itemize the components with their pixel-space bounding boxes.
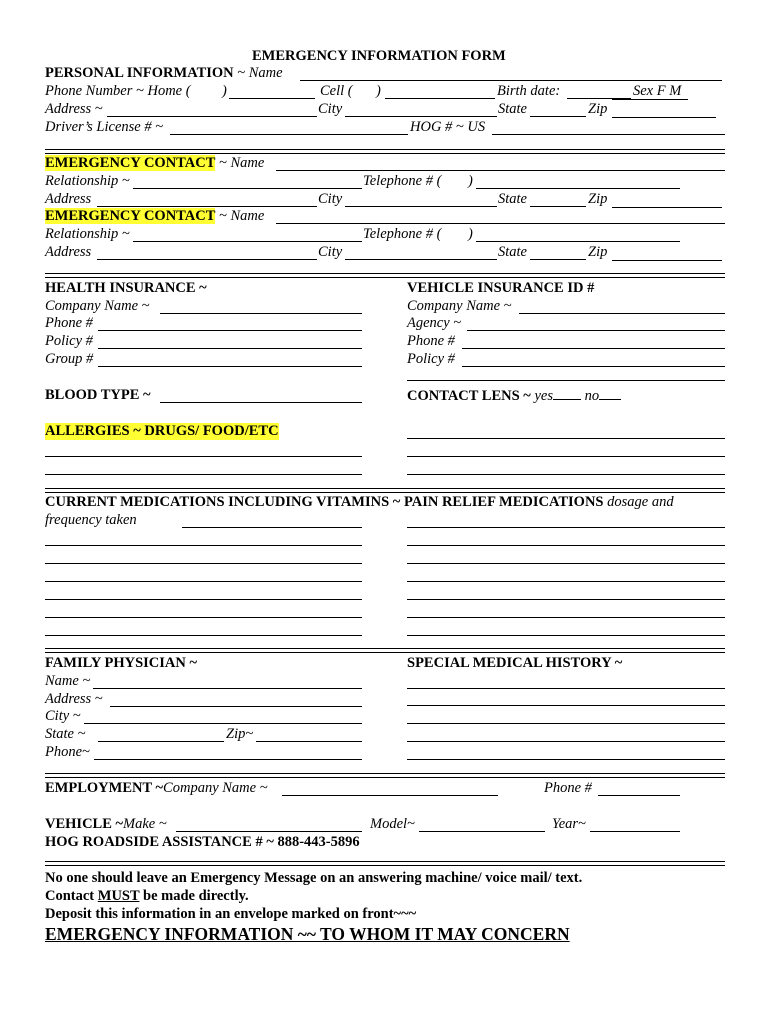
medications-frequency-label: frequency taken [45, 512, 137, 528]
emergency-1-zip-field[interactable] [612, 207, 722, 208]
special-history-line[interactable] [407, 759, 725, 760]
address-label: Address [45, 191, 92, 207]
city-label: City [318, 244, 343, 260]
relationship-label: Relationship ~ [45, 173, 130, 189]
vehicle-policy-label: Policy # [407, 351, 455, 367]
health-phone-label: Phone # [45, 315, 93, 331]
allergies-line[interactable] [407, 456, 725, 457]
state-label: State [498, 101, 527, 117]
physician-phone-field[interactable] [94, 759, 362, 760]
emergency-contact-2-heading: EMERGENCY CONTACT ~ Name [45, 208, 265, 224]
medication-line[interactable] [45, 545, 362, 546]
relationship-label: Relationship ~ [45, 226, 130, 242]
special-history-line[interactable] [407, 688, 725, 689]
emergency-2-address-field[interactable] [97, 259, 317, 260]
medication-line[interactable] [45, 599, 362, 600]
city-label: City [318, 191, 343, 207]
emergency-1-relationship-field[interactable] [133, 188, 362, 189]
notice-line-1: No one should leave an Emergency Message on an answering machine/ voice mail/ text. [45, 870, 583, 886]
medication-line[interactable] [407, 527, 725, 528]
emergency-contact-1-heading: EMERGENCY CONTACT ~ Name [45, 155, 265, 171]
physician-name-field[interactable] [93, 688, 362, 689]
zip-field[interactable] [612, 117, 716, 118]
divider [45, 488, 725, 493]
vehicle-agency-label: Agency ~ [407, 315, 462, 331]
emergency-1-state-field[interactable] [530, 206, 586, 207]
sex-label: Sex F M [633, 83, 682, 99]
medication-line[interactable] [45, 617, 362, 618]
blood-type-field[interactable] [160, 402, 362, 403]
divider [45, 648, 725, 653]
vehicle-row: VEHICLE ~Make ~ [45, 816, 167, 832]
medication-line[interactable] [45, 635, 362, 636]
telephone-label: Telephone # ( [363, 226, 442, 242]
allergies-line[interactable] [407, 438, 725, 439]
physician-city-label: City ~ [45, 708, 81, 724]
envelope-label: EMERGENCY INFORMATION ~~ TO WHOM IT MAY CONCERN [45, 924, 570, 944]
divider-line [407, 380, 725, 381]
physician-zip-field[interactable] [256, 741, 362, 742]
emergency-1-city-field[interactable] [345, 206, 497, 207]
telephone-label: Telephone # ( [363, 173, 442, 189]
birth-date-label: Birth date: [497, 83, 561, 99]
vehicle-model-field[interactable] [419, 831, 545, 832]
medication-line[interactable] [407, 617, 725, 618]
emergency-2-relationship-field[interactable] [133, 241, 362, 242]
contact-lens-row: CONTACT LENS ~ yes no [407, 387, 621, 405]
zip-label: Zip [588, 244, 608, 260]
health-company-label: Company Name ~ [45, 298, 150, 314]
physician-state-label: State ~ [45, 726, 86, 742]
state-field[interactable] [530, 116, 586, 117]
zip-label: Zip [588, 101, 608, 117]
health-group-label: Group # [45, 351, 94, 367]
home-phone-label: Phone Number ~ Home ( [45, 83, 191, 99]
address-label: Address ~ [45, 101, 103, 117]
special-history-line[interactable] [407, 741, 725, 742]
emergency-2-telephone-field[interactable] [476, 241, 680, 242]
telephone-paren-close: ) [468, 173, 473, 189]
home-phone-field[interactable] [229, 98, 315, 99]
health-policy-label: Policy # [45, 333, 93, 349]
physician-address-label: Address ~ [45, 691, 103, 707]
allergies-heading: ALLERGIES ~ DRUGS/ FOOD/ETC [45, 423, 279, 439]
vehicle-policy-field[interactable] [462, 366, 725, 367]
vehicle-company-label: Company Name ~ [407, 298, 512, 314]
state-label: State [498, 244, 527, 260]
physician-phone-label: Phone~ [45, 744, 90, 760]
allergies-line[interactable] [45, 456, 362, 457]
emergency-2-city-field[interactable] [345, 259, 497, 260]
divider [45, 861, 725, 866]
physician-name-label: Name ~ [45, 673, 91, 689]
address-field[interactable] [107, 116, 317, 117]
physician-heading: FAMILY PHYSICIAN ~ [45, 655, 198, 671]
vehicle-phone-field[interactable] [462, 348, 725, 349]
vehicle-agency-field[interactable] [467, 330, 725, 331]
physician-city-field[interactable] [84, 723, 362, 724]
allergies-line[interactable] [407, 474, 725, 475]
blood-type-label: BLOOD TYPE ~ [45, 387, 151, 403]
vehicle-model-label: Model~ [370, 816, 415, 832]
license-label: Driver’s License # ~ [45, 119, 164, 135]
form-title: EMERGENCY INFORMATION FORM [252, 48, 506, 64]
cell-paren-close: ) [376, 83, 381, 99]
special-history-line[interactable] [407, 723, 725, 724]
vehicle-phone-label: Phone # [407, 333, 455, 349]
medication-line[interactable] [407, 599, 725, 600]
cell-label: Cell ( [320, 83, 353, 99]
emergency-1-address-field[interactable] [97, 206, 317, 207]
medication-line[interactable] [407, 635, 725, 636]
address-label: Address [45, 244, 92, 260]
state-label: State [498, 191, 527, 207]
medication-line[interactable] [182, 527, 362, 528]
allergies-line[interactable] [45, 474, 362, 475]
employment-phone-label: Phone # [544, 780, 592, 796]
contact-lens-no-field[interactable] [599, 387, 621, 400]
vehicle-company-field[interactable] [519, 313, 725, 314]
city-label: City [318, 101, 343, 117]
employment-phone-field[interactable] [598, 795, 680, 796]
hog-label: HOG # ~ US [410, 119, 486, 135]
home-paren-close: ) [222, 83, 227, 99]
emergency-1-name-field[interactable] [276, 170, 725, 171]
telephone-paren-close: ) [468, 226, 473, 242]
vehicle-make-field[interactable] [176, 831, 362, 832]
divider [45, 773, 725, 778]
emergency-2-name-field[interactable] [276, 223, 725, 224]
health-insurance-heading: HEALTH INSURANCE ~ [45, 280, 207, 296]
divider [45, 149, 725, 154]
medication-line[interactable] [407, 581, 725, 582]
divider [45, 273, 725, 278]
personal-name-field[interactable] [300, 80, 722, 81]
health-phone-field[interactable] [98, 330, 362, 331]
personal-heading: PERSONAL INFORMATION ~ Name [45, 65, 283, 81]
health-policy-field[interactable] [98, 348, 362, 349]
employment-row: EMPLOYMENT ~Company Name ~ [45, 780, 268, 796]
physician-address-field[interactable] [110, 706, 362, 707]
vehicle-year-field[interactable] [590, 831, 680, 832]
city-field[interactable] [345, 116, 497, 117]
medication-line[interactable] [45, 563, 362, 564]
roadside-assistance: HOG ROADSIDE ASSISTANCE # ~ 888-443-5896 [45, 834, 360, 850]
health-group-field[interactable] [98, 366, 362, 367]
emergency-2-state-field[interactable] [530, 259, 586, 260]
hog-field[interactable] [492, 134, 725, 135]
sex-underline [612, 99, 688, 100]
physician-state-field[interactable] [98, 741, 224, 742]
zip-label: Zip [588, 191, 608, 207]
contact-lens-yes-field[interactable] [553, 387, 581, 400]
license-field[interactable] [170, 134, 408, 135]
vehicle-insurance-heading: VEHICLE INSURANCE ID # [407, 280, 595, 296]
medications-heading: CURRENT MEDICATIONS INCLUDING VITAMINS ~ PAIN RELIEF MEDICATIONS dosage and [45, 494, 674, 510]
special-history-line[interactable] [407, 705, 725, 706]
physician-zip-label: Zip~ [226, 726, 254, 742]
medication-line[interactable] [45, 581, 362, 582]
medication-line[interactable] [407, 545, 725, 546]
vehicle-year-label: Year~ [552, 816, 586, 832]
notice-line-2: Contact MUST be made directly. [45, 888, 249, 904]
emergency-1-telephone-field[interactable] [476, 188, 680, 189]
notice-line-3: Deposit this information in an envelope marked on front~~~ [45, 906, 417, 922]
cell-field[interactable] [385, 98, 495, 99]
special-history-heading: SPECIAL MEDICAL HISTORY ~ [407, 655, 623, 671]
emergency-2-zip-field[interactable] [612, 260, 722, 261]
health-company-field[interactable] [160, 313, 362, 314]
employment-company-field[interactable] [282, 795, 498, 796]
medication-line[interactable] [407, 563, 725, 564]
